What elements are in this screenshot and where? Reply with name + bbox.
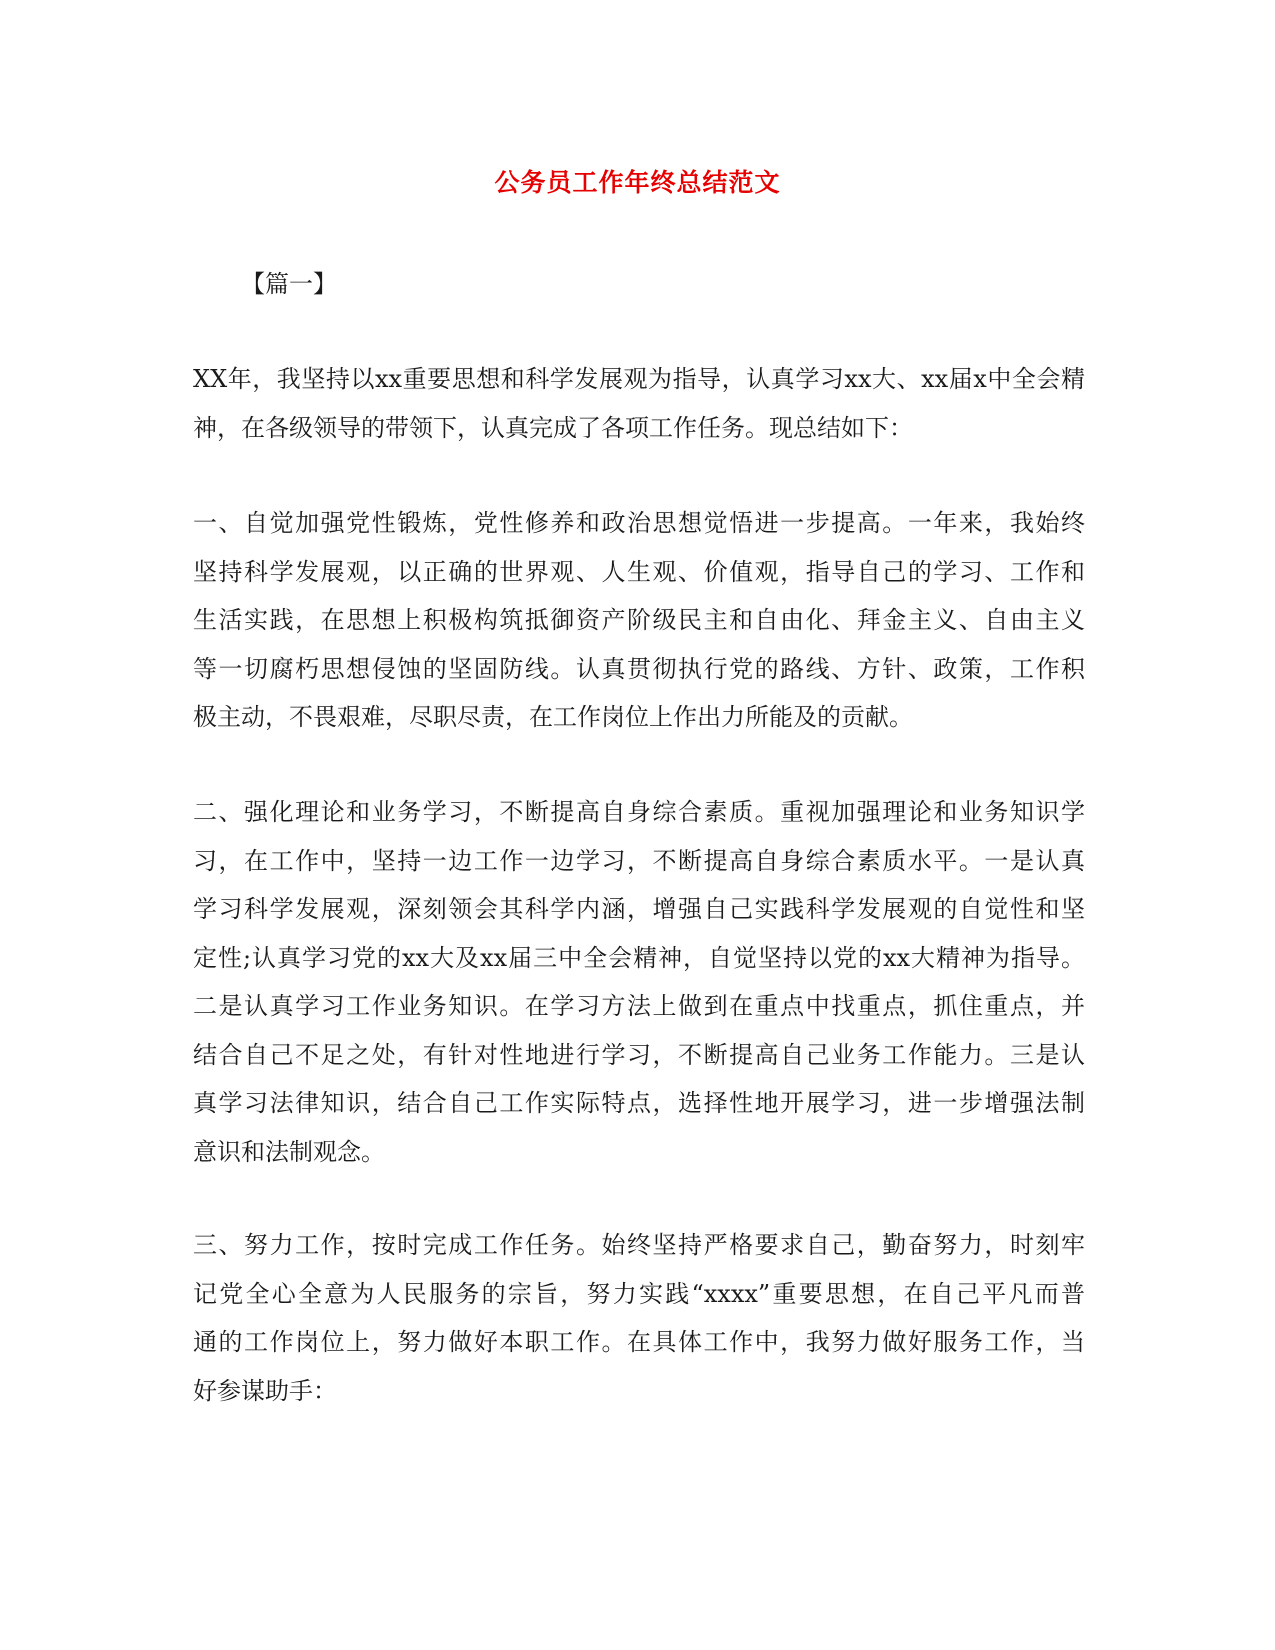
paragraph xyxy=(193,788,1085,1176)
text-line: 等一切腐朽思想侵蚀的坚固防线。认真贯彻执行党的路线、方针、政策，工作积 xyxy=(193,654,1085,683)
text-line: 习，在工作中，坚持一边工作一边学习，不断提高自身综合素质水平。一是认真 xyxy=(193,846,1085,875)
text-line: 坚持科学发展观，以正确的世界观、人生观、价值观，指导自己的学习、工作和 xyxy=(193,557,1085,586)
text-line: 定性;认真学习党的xx大及xx届三中全会精神，自觉坚持以党的xx大精神为指导。 xyxy=(193,943,1085,972)
text-line: 神，在各级领导的带领下，认真完成了各项工作任务。现总结如下： xyxy=(193,413,913,442)
text-line: 好参谋助手： xyxy=(193,1376,337,1405)
text-line: 结合自己不足之处，有针对性地进行学习，不断提高自己业务工作能力。三是认 xyxy=(193,1040,1085,1069)
paragraph xyxy=(193,355,1085,452)
text-line: XX年，我坚持以xx重要思想和科学发展观为指导，认真学习xx大、xx届x中全会精 xyxy=(193,365,1085,393)
text-line: 一、自觉加强党性锻炼，党性修养和政治思想觉悟进一步提高。一年来，我始终 xyxy=(193,509,1085,537)
text-line: 极主动，不畏艰难，尽职尽责，在工作岗位上作出力所能及的贡献。 xyxy=(193,703,913,731)
text-line: 记党全心全意为人民服务的宗旨，努力实践“xxxx”重要思想，在自己平凡而普 xyxy=(193,1279,1085,1308)
text-line: 二、强化理论和业务学习，不断提高自身综合素质。重视加强理论和业务知识学 xyxy=(193,798,1085,826)
paragraph xyxy=(193,499,1085,742)
text-line: 通的工作岗位上，努力做好本职工作。在具体工作中，我努力做好服务工作，当 xyxy=(193,1328,1085,1356)
text-line: 学习科学发展观，深刻领会其科学内涵，增强自己实践科学发展观的自觉性和坚 xyxy=(193,895,1085,923)
text-line: 二是认真学习工作业务知识。在学习方法上做到在重点中找重点，抓住重点，并 xyxy=(193,992,1085,1020)
document-title: 公务员工作年终总结范文 xyxy=(494,168,781,197)
text-line: 意识和法制观念。 xyxy=(193,1137,385,1166)
paragraph xyxy=(193,1221,1085,1415)
text-line: 生活实践，在思想上积极构筑抵御资产阶级民主和自由化、拜金主义、自由主义 xyxy=(193,606,1085,634)
text-line: 真学习法律知识，结合自己工作实际特点，选择性地开展学习，进一步增强法制 xyxy=(193,1089,1085,1117)
section-label: 【篇一】 xyxy=(241,270,337,298)
text-line: 三、努力工作，按时完成工作任务。始终坚持严格要求自己，勤奋努力，时刻牢 xyxy=(193,1231,1085,1259)
